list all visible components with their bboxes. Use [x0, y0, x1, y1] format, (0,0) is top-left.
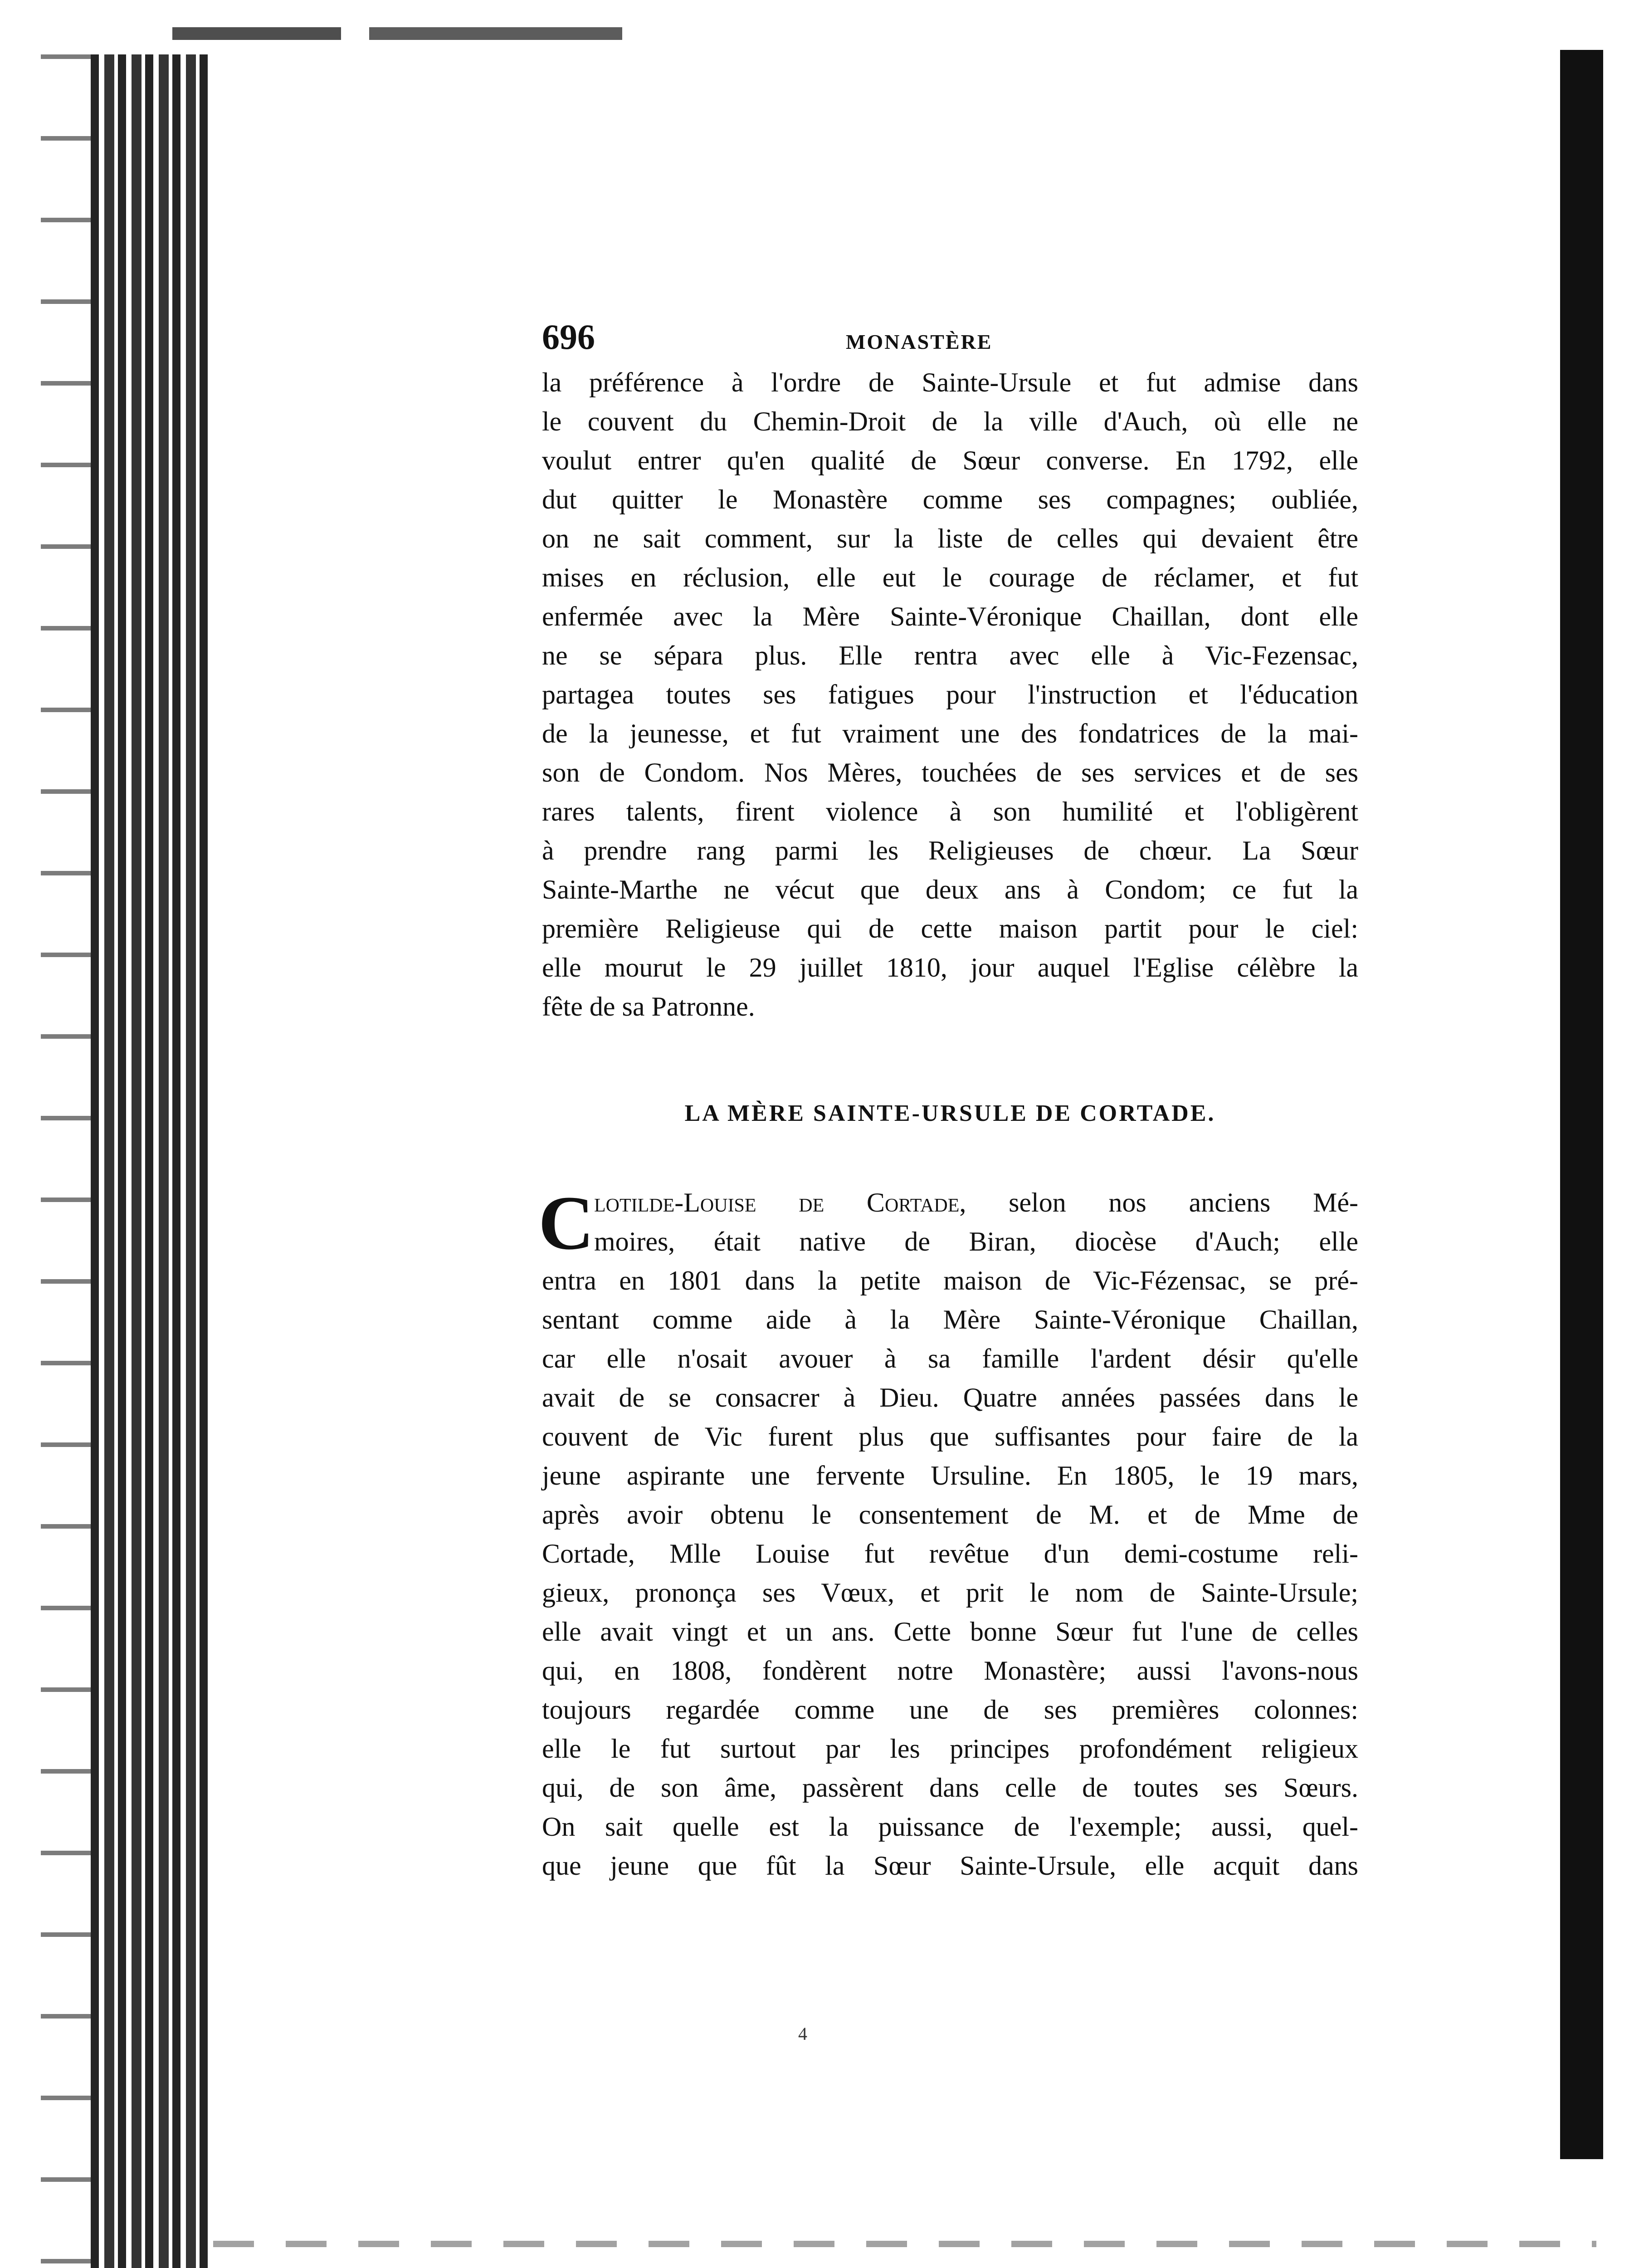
text-line: voulut entrer qu'en qualité de Sœur converse. En 1792, elle [542, 445, 1358, 475]
text-line: après avoir obtenu le consentement de M. et de Mme de [542, 1500, 1358, 1530]
text-line [542, 1183, 1358, 1222]
text-line: son de Condom. Nos Mères, touchées de ses services et de ses [542, 758, 1358, 787]
text-line: la préférence à l'ordre de Sainte-Ursule et fut admise dans [542, 367, 1358, 397]
text-line: on ne sait comment, sur la liste de celles qui devaient être [542, 523, 1358, 553]
dropcap-letter: C [538, 1180, 594, 1266]
text-line: Sainte-Marthe ne vécut que deux ans à Condom; ce fut la [542, 875, 1358, 904]
paragraph-sainte-ursule-body [542, 1261, 1358, 1885]
text-line: jeune aspirante une fervente Ursuline. En 1805, le 19 mars, [542, 1461, 1358, 1491]
text-line: première Religieuse qui de cette maison partit pour le ciel: [542, 914, 1358, 943]
footer-mark: 4 [798, 2024, 807, 2044]
scan-bottom-edge [213, 2241, 1596, 2247]
section-title: LA MÈRE SAINTE-URSULE DE CORTADE. [684, 1100, 1216, 1126]
text-line: entra en 1801 dans la petite maison de Vic-Fézensac, se pré- [542, 1266, 1358, 1295]
text-line: enfermée avec la Mère Sainte-Véronique Chaillan, dont elle [542, 601, 1358, 631]
text-line: elle avait vingt et un ans. Cette bonne Sœur fut l'une de celles [542, 1617, 1358, 1647]
dropcap-block [538, 1180, 1358, 1266]
book-spine-shadow [91, 54, 213, 2268]
line1-rest: , selon nos anciens Mé- [959, 1188, 1358, 1217]
text-line: Cortade, Mlle Louise fut revêtue d'un demi-costume reli- [542, 1539, 1358, 1569]
text-line: couvent de Vic furent plus que suffisantes pour faire de la [542, 1422, 1358, 1452]
text-line: On sait quelle est la puissance de l'exemple; aussi, quel- [542, 1812, 1358, 1842]
text-line: car elle n'osait avouer à sa famille l'ardent désir qu'elle [542, 1344, 1358, 1374]
text-line: de la jeunesse, et fut vraiment une des fondatrices de la mai- [542, 719, 1358, 748]
text-line: dut quitter le Monastère comme ses compagnes; oubliée, [542, 484, 1358, 514]
header-title: MONASTÈRE [846, 330, 993, 353]
text-line: mises en réclusion, elle eut le courage de réclamer, et fut [542, 562, 1358, 592]
text-line: toujours regardée comme une de ses premières colonnes: [542, 1695, 1358, 1725]
text-line: rares talents, firent violence à son humilité et l'obligèrent [542, 797, 1358, 826]
text-line: gieux, prononça ses Vœux, et prit le nom de Sainte-Ursule; [542, 1578, 1358, 1608]
text-line: que jeune que fût la Sœur Sainte-Ursule, elle acquit dans [542, 1851, 1358, 1881]
page-text-block [538, 317, 1358, 1885]
page-number: 696 [542, 317, 595, 357]
text-line: le couvent du Chemin-Droit de la ville d'Auch, où elle ne [542, 406, 1358, 436]
text-line: partagea toutes ses fatigues pour l'instruction et l'éducation [542, 679, 1358, 709]
text-line: elle le fut surtout par les principes profondément religieux [542, 1734, 1358, 1764]
text-line: ne se sépara plus. Elle rentra avec elle à Vic-Fezensac, [542, 640, 1358, 670]
paragraph-sainte-marthe [542, 363, 1358, 1026]
text-line: qui, de son âme, passèrent dans celle de toutes ses Sœurs. [542, 1773, 1358, 1803]
scan-left-margin-marks [41, 54, 91, 2268]
paragraph-sainte-ursule [538, 1180, 1358, 1885]
text-line: elle mourut le 29 juillet 1810, jour auquel l'Eglise célèbre la [542, 953, 1358, 982]
text-line: moires, était native de Biran, diocèse d'Auch; elle [594, 1227, 1358, 1256]
text-line: fête de sa Patronne. [542, 992, 755, 1022]
name-smallcaps: lotilde-Louise de Cortade [594, 1188, 960, 1217]
running-head [542, 318, 1358, 363]
text-line: sentant comme aide à la Mère Sainte-Véronique Chaillan, [542, 1305, 1358, 1334]
scan-top-edge [172, 27, 1578, 40]
text-line: avait de se consacrer à Dieu. Quatre années passées dans le [542, 1383, 1358, 1413]
scan-right-edge [1560, 50, 1603, 2159]
text-line: qui, en 1808, fondèrent notre Monastère; aussi l'avons-nous [542, 1656, 1358, 1686]
text-line: à prendre rang parmi les Religieuses de chœur. La Sœur [542, 836, 1358, 865]
